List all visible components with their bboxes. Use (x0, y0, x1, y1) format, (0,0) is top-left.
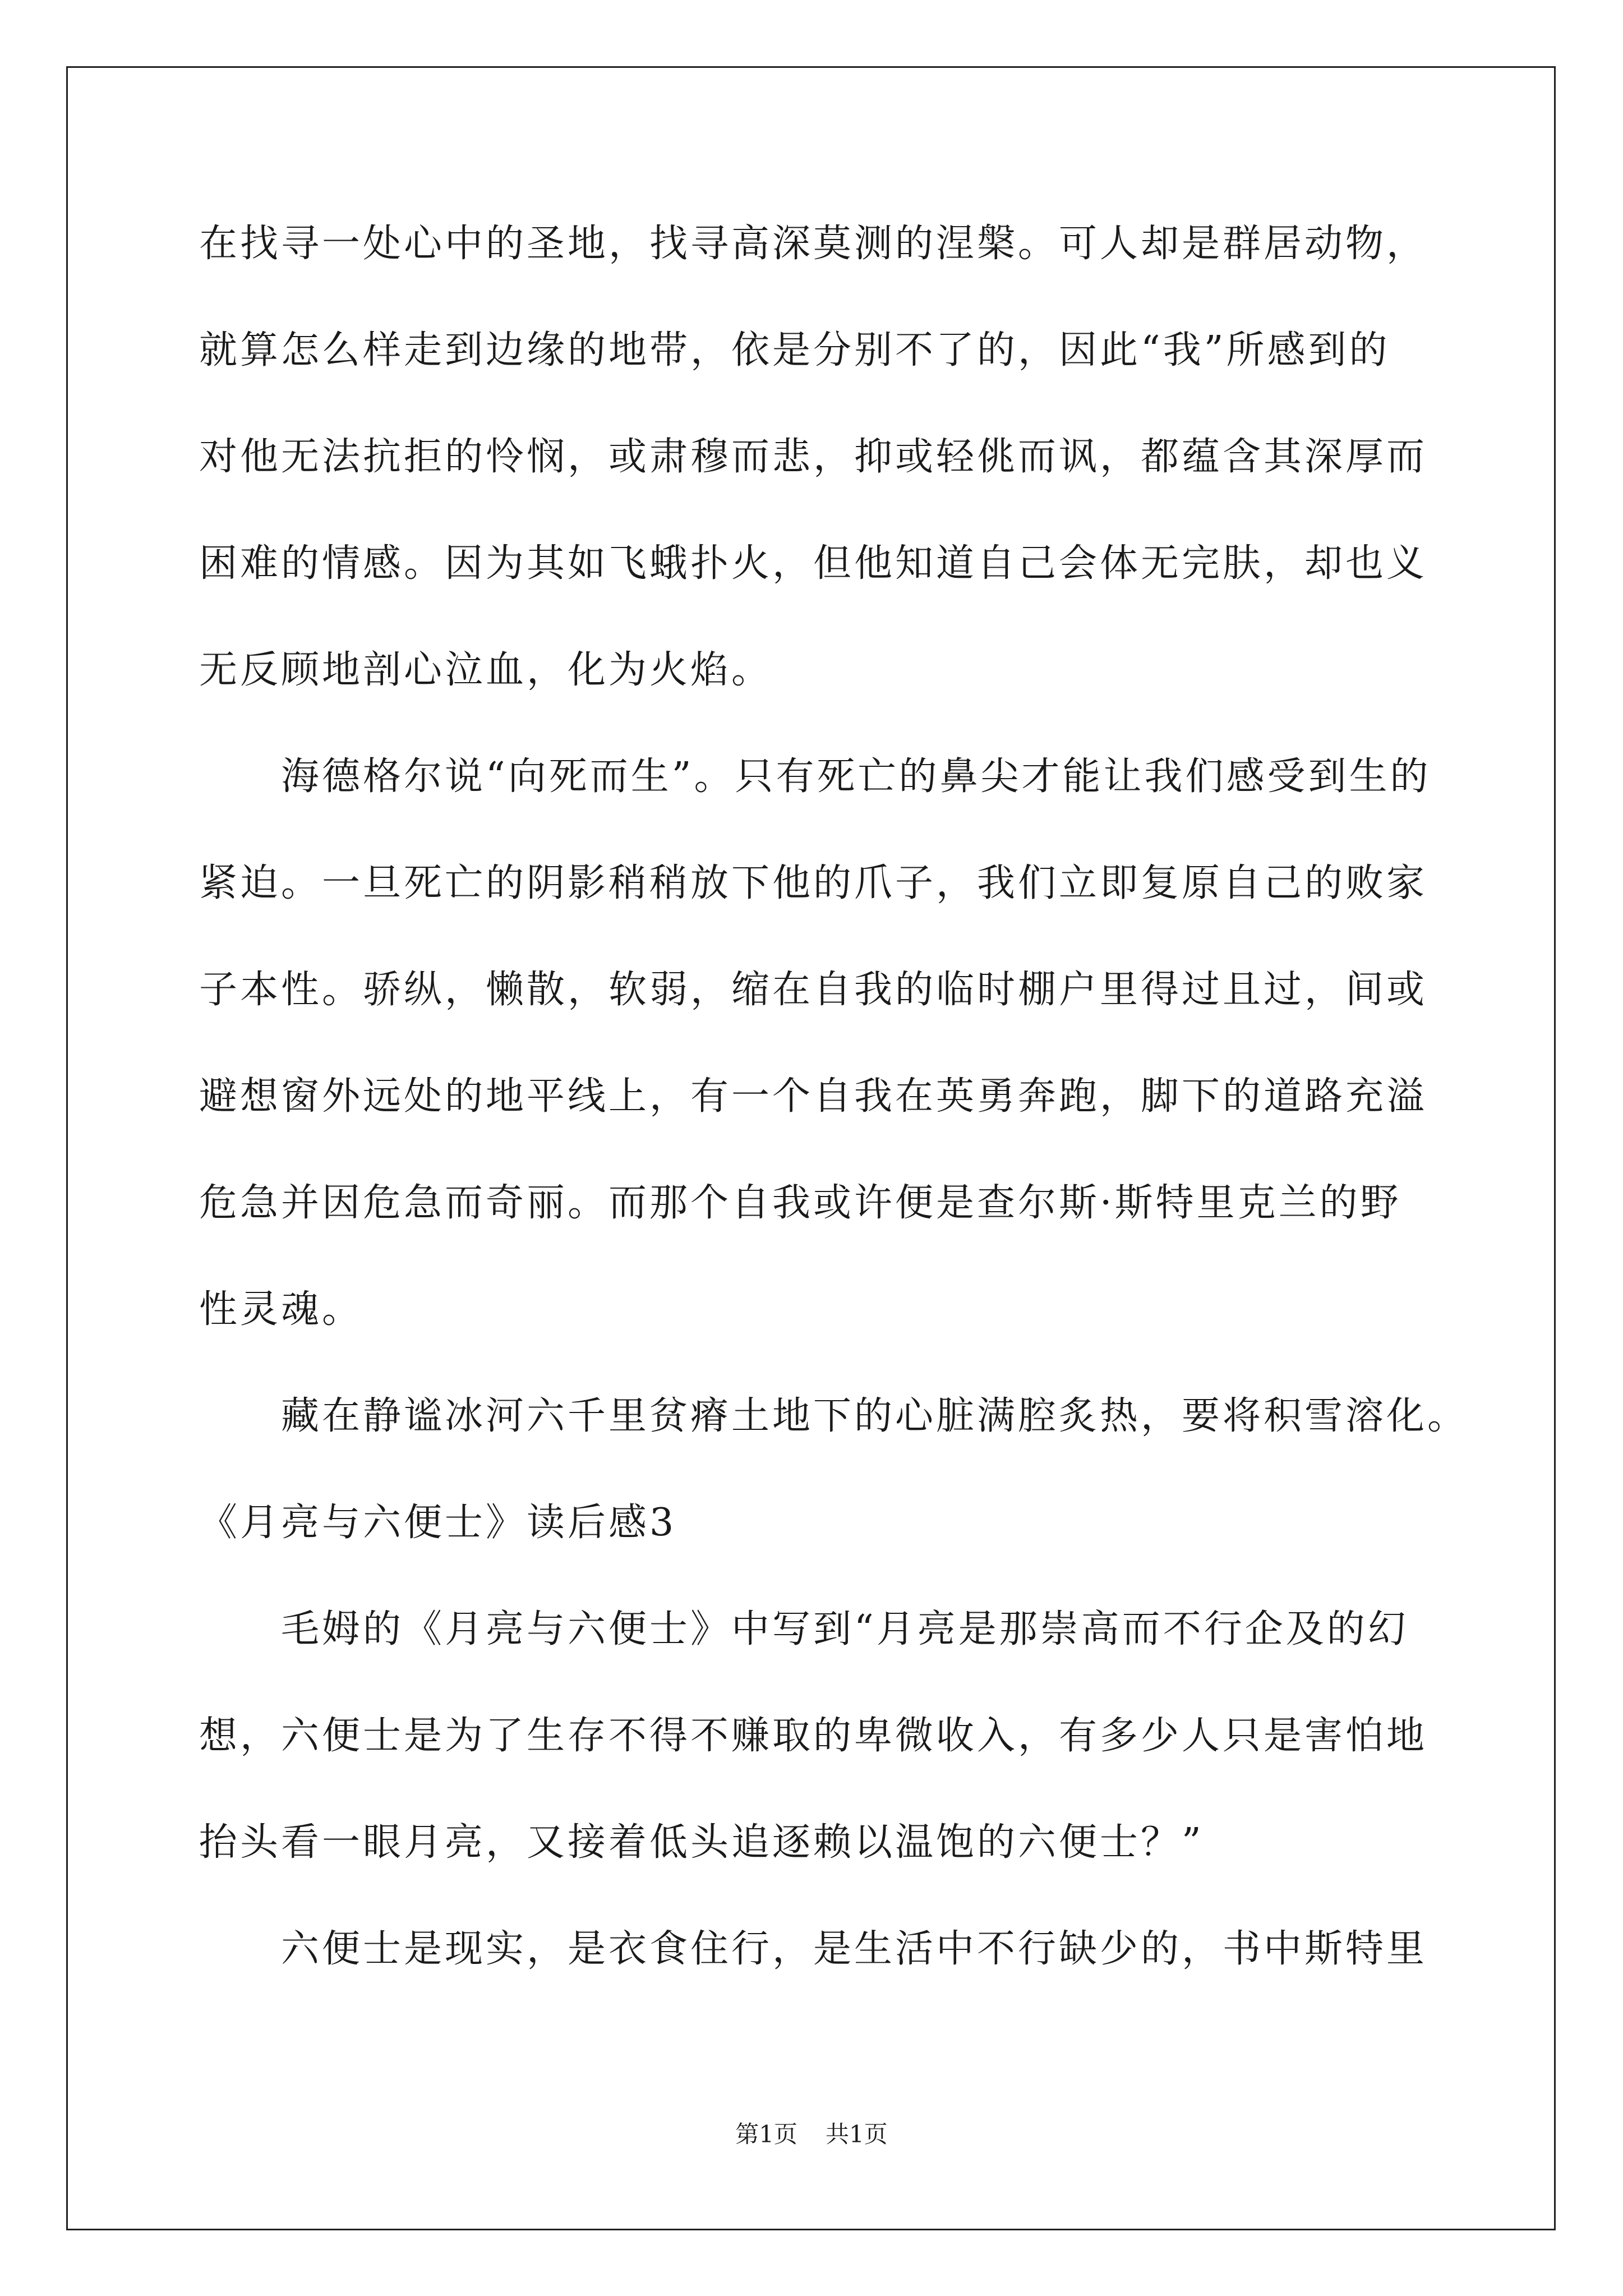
text-line: 避想窗外远处的地平线上，有一个自我在英勇奔跑，脚下的道路充溢 (199, 1074, 1428, 1119)
text-line: 海德格尔说“向死而生”。只有死亡的鼻尖才能让我们感受到生的 (199, 754, 1431, 799)
text-line: 性灵魂。 (199, 1287, 363, 1332)
text-line: 困难的情感。因为其如飞蛾扑火，但他知道自己会体无完肤，却也义 (199, 541, 1428, 586)
text-line: 危急并因危急而奇丽。而那个自我或许便是查尔斯·斯特里克兰的野 (199, 1181, 1401, 1225)
text-line: 无反顾地剖心泣血，化为火焰。 (199, 648, 773, 692)
text-line: 就算怎么样走到边缘的地带，依是分别不了的，因此“我”所感到的 (199, 328, 1390, 372)
page-frame (66, 66, 1556, 2230)
page-number-total: 共1页 (826, 2120, 888, 2148)
text-line: 子本性。骄纵，懒散，软弱，缩在自我的临时棚户里得过且过，间或 (199, 968, 1428, 1012)
section-heading: 《月亮与六便士》读后感3 (199, 1501, 677, 1545)
text-line: 抬头看一眼月亮，又接着低头追逐赖以温饱的六便士？” (199, 1820, 1204, 1865)
text-line: 藏在静谧冰河六千里贫瘠土地下的心脏满腔炙热，要将积雪溶化。 (199, 1394, 1469, 1438)
text-line: 毛姆的《月亮与六便士》中写到“月亮是那崇高而不行企及的幻 (199, 1607, 1409, 1651)
text-line: 六便士是现实，是衣食住行，是生活中不行缺少的，书中斯特里 (199, 1927, 1428, 1971)
page-number-current: 第1页 (735, 2120, 797, 2148)
page-footer (0, 2120, 1623, 2148)
text-line: 想，六便士是为了生存不得不赚取的卑微收入，有多少人只是害怕地 (199, 1714, 1428, 1758)
text-line: 对他无法抗拒的怜悯，或肃穆而悲，抑或轻佻而讽，都蕴含其深厚而 (199, 435, 1428, 479)
text-line: 在找寻一处心中的圣地，找寻高深莫测的涅槃。可人却是群居动物， (199, 222, 1428, 266)
text-line: 紧迫。一旦死亡的阴影稍稍放下他的爪子，我们立即复原自己的败家 (199, 861, 1428, 905)
